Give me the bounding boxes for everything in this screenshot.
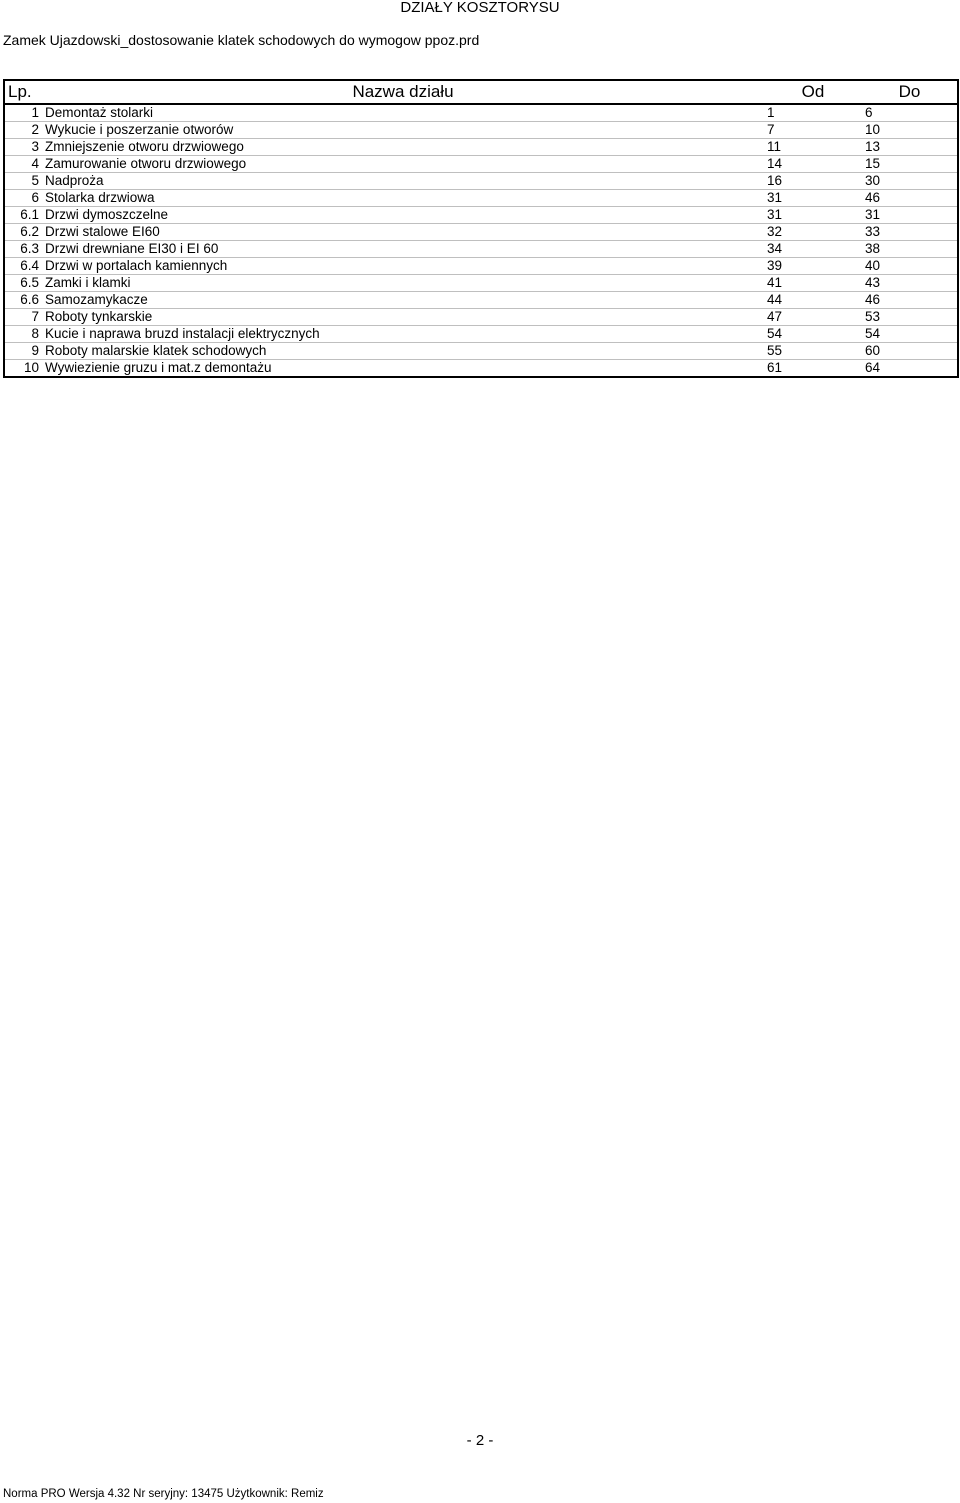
cell-to: 40 (862, 258, 958, 275)
cell-to: 15 (862, 156, 958, 173)
cell-lp: 10 (23, 360, 39, 375)
column-header-name: Nazwa działu (42, 80, 764, 104)
cell-lp: 2 (4, 122, 42, 139)
cell-lp: 6 (4, 190, 42, 207)
cell-from: 39 (764, 258, 862, 275)
table-row (4, 173, 958, 190)
table-row (4, 326, 958, 343)
table-header (4, 80, 958, 104)
table-row (4, 275, 958, 292)
cell-lp: 9 (4, 343, 42, 360)
cell-to: 43 (862, 275, 958, 292)
table-row (4, 139, 958, 156)
table-row (4, 207, 958, 224)
cell-from: 55 (764, 343, 862, 360)
table-row (4, 190, 958, 207)
cell-to: 60 (862, 343, 958, 360)
cell-name: Drzwi w portalach kamiennych (42, 258, 764, 275)
table-body (4, 104, 958, 377)
cell-lp: 4 (4, 156, 42, 173)
document-filename: Zamek Ujazdowski_dostosowanie klatek schodowych do wymogow ppoz.prd (3, 32, 480, 48)
cell-lp: 6.2 (4, 224, 42, 241)
cell-from: 31 (764, 190, 862, 207)
table-row (4, 360, 958, 378)
cell-name: Roboty tynkarskie (42, 309, 764, 326)
cell-to: 30 (862, 173, 958, 190)
cell-from: 14 (764, 156, 862, 173)
cell-to: 38 (862, 241, 958, 258)
sections-table (3, 79, 959, 378)
cell-name: Zmniejszenie otworu drzwiowego (42, 139, 764, 156)
table-row (4, 241, 958, 258)
cell-lp: 1 (4, 104, 42, 122)
cell-from: 41 (764, 275, 862, 292)
cell-to: 31 (862, 207, 958, 224)
cell-name: Drzwi stalowe EI60 (42, 224, 764, 241)
table-row (4, 258, 958, 275)
cell-lp: 8 (4, 326, 42, 343)
table-row (4, 156, 958, 173)
header-row (4, 80, 958, 104)
cell-from: 61 (767, 360, 783, 375)
cell-from: 32 (764, 224, 862, 241)
cell-name: Demontaż stolarki (42, 104, 764, 122)
cell-name: Kucie i naprawa bruzd instalacji elektrycznych (42, 326, 764, 343)
cell-name: Wykucie i poszerzanie otworów (42, 122, 764, 139)
cell-name: Nadproża (42, 173, 764, 190)
cell-name: Roboty malarskie klatek schodowych (42, 343, 764, 360)
cell-lp: 7 (4, 309, 42, 326)
cell-lp: 3 (4, 139, 42, 156)
cell-lp: 6.4 (4, 258, 42, 275)
cell-to: 46 (862, 190, 958, 207)
cell-to: 10 (862, 122, 958, 139)
page-number: - 2 - (466, 1432, 494, 1449)
cell-to: 6 (862, 104, 958, 122)
column-header-from: Od (764, 80, 862, 104)
cell-name: Zamki i klamki (42, 275, 764, 292)
cell-lp: 6.6 (4, 292, 42, 309)
table-row (4, 292, 958, 309)
cell-from: 11 (764, 139, 862, 156)
cell-from: 16 (764, 173, 862, 190)
table-row (4, 309, 958, 326)
cell-from: 44 (764, 292, 862, 309)
cell-lp: 6.3 (4, 241, 42, 258)
page-title: DZIAŁY KOSZTORYSU (400, 0, 560, 16)
cell-name: Drzwi dymoszczelne (42, 207, 764, 224)
table-row (4, 343, 958, 360)
cell-lp: 5 (4, 173, 42, 190)
cell-lp: 6.1 (4, 207, 42, 224)
cell-name: Drzwi drewniane EI30 i EI 60 (42, 241, 764, 258)
cell-to: 46 (862, 292, 958, 309)
cell-to: 33 (862, 224, 958, 241)
table-row (4, 224, 958, 241)
column-header-to: Do (862, 80, 958, 104)
cell-from: 31 (764, 207, 862, 224)
cell-from: 34 (764, 241, 862, 258)
cell-to: 64 (865, 360, 881, 375)
cell-from: 7 (764, 122, 862, 139)
cell-from: 1 (764, 104, 862, 122)
cell-from: 54 (764, 326, 862, 343)
cell-name: Stolarka drzwiowa (42, 190, 764, 207)
table-row (4, 104, 958, 122)
table-row (4, 122, 958, 139)
cell-to: 54 (862, 326, 958, 343)
column-header-lp: Lp. (4, 80, 42, 104)
cell-to: 13 (862, 139, 958, 156)
cell-to: 53 (862, 309, 958, 326)
cell-from: 47 (764, 309, 862, 326)
cell-name: Wywiezienie gruzu i mat.z demontażu (45, 360, 272, 375)
cell-lp: 6.5 (4, 275, 42, 292)
cell-name: Samozamykacze (42, 292, 764, 309)
footer-info: Norma PRO Wersja 4.32 Nr seryjny: 13475 Użytkownik: Remiz (3, 1488, 324, 1500)
cell-name: Zamurowanie otworu drzwiowego (42, 156, 764, 173)
